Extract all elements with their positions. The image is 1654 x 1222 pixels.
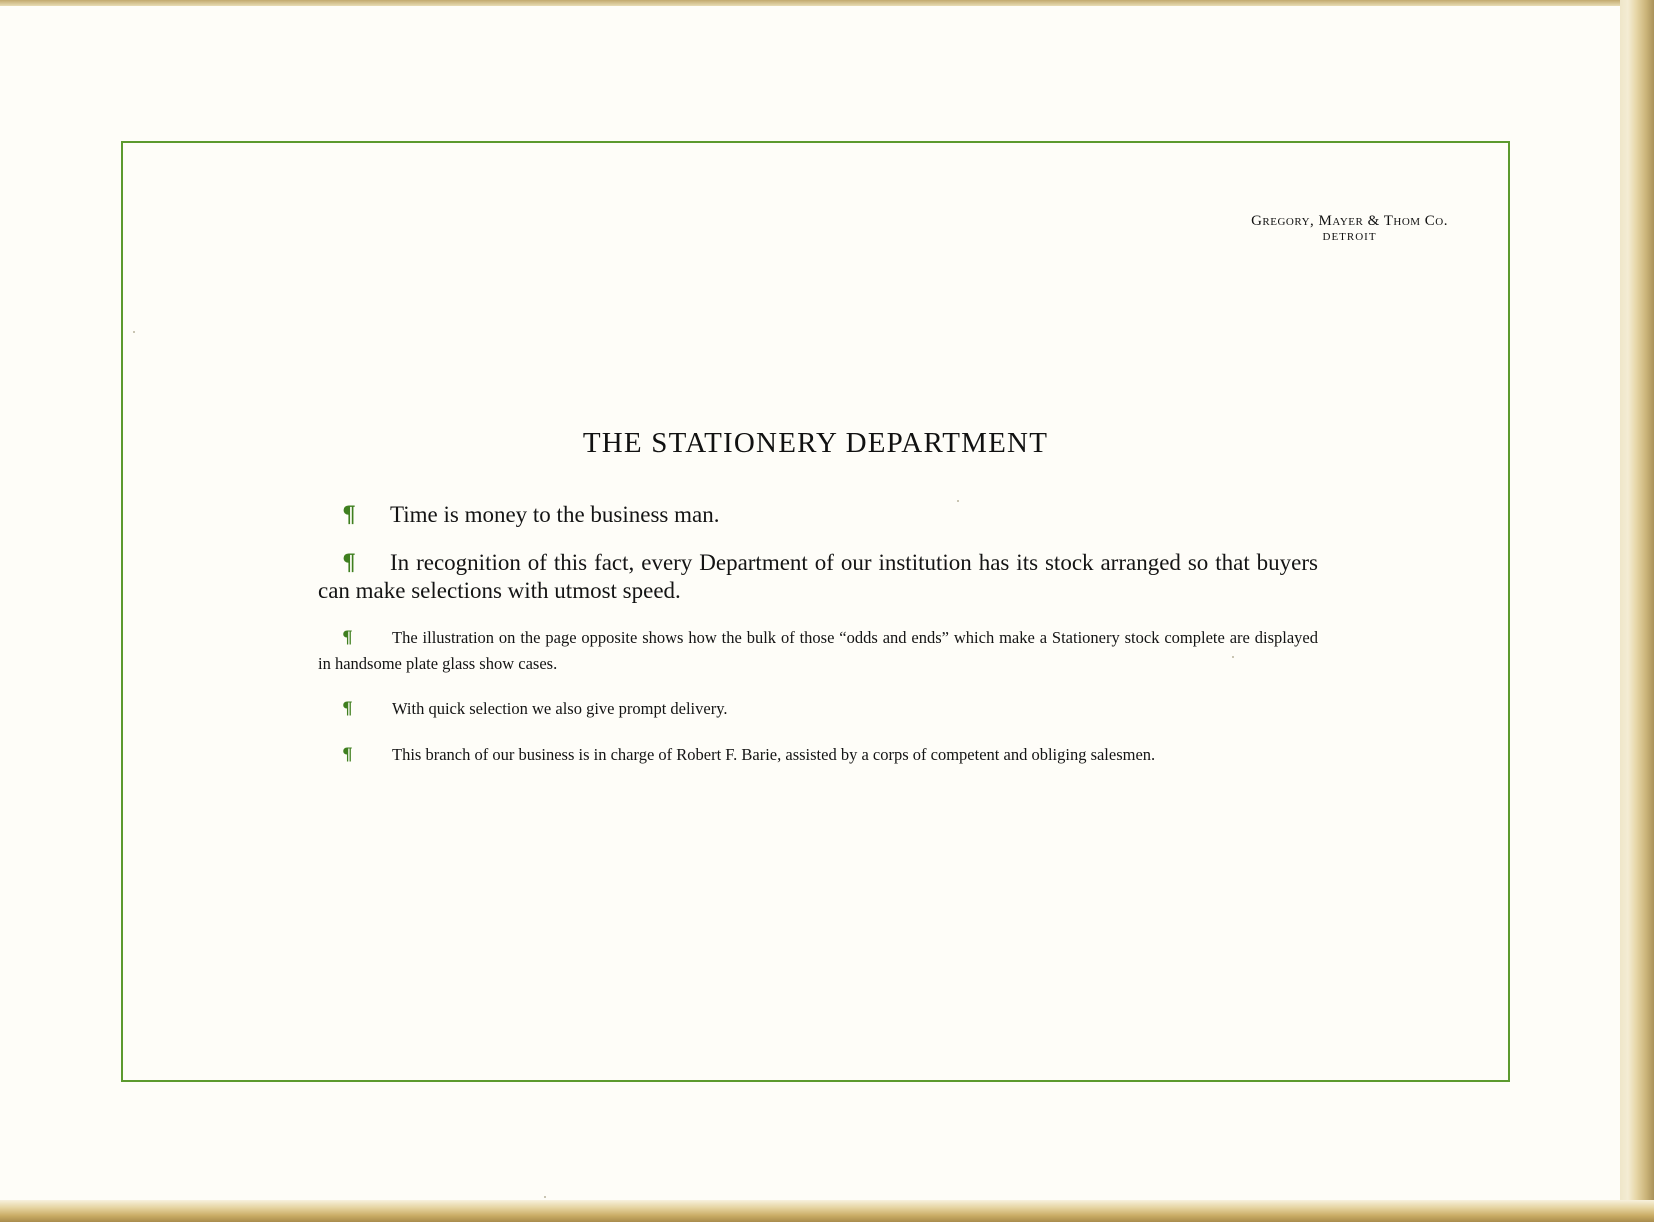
paper-speck	[133, 331, 135, 333]
paragraph	[318, 625, 1318, 676]
paper-sheet	[0, 6, 1620, 1206]
paragraph	[318, 742, 1318, 768]
paragraph-text: The illustration on the page opposite shows how the bulk of those “odds and ends” which make a Stationery stock complete are displayed in handsome plate glass show cases.	[318, 628, 1318, 673]
paper-speck	[957, 500, 959, 502]
paragraph-text: This branch of our business is in charge of Robert F. Barie, assisted by a corps of competent and obliging salesmen.	[392, 745, 1156, 764]
paragraph	[318, 696, 1318, 722]
company-name: Gregory, Mayer & Thom Co.	[1251, 213, 1448, 229]
paragraph	[318, 549, 1318, 605]
pilcrow-icon: ¶	[342, 699, 353, 719]
pilcrow-icon: ¶	[342, 628, 353, 648]
green-border-frame	[121, 141, 1510, 1082]
paragraph	[318, 501, 1318, 529]
pilcrow-icon: ¶	[342, 745, 353, 765]
paragraph-text: With quick selection we also give prompt delivery.	[392, 699, 728, 718]
page-title: THE STATIONERY DEPARTMENT	[582, 427, 1049, 459]
paragraph-text: In recognition of this fact, every Department of our institution has its stock arranged so that buyers can make selections with utmost speed.	[318, 550, 1318, 603]
page-right-edge	[1620, 0, 1654, 1222]
body-text	[318, 501, 1318, 788]
company-imprint	[1251, 213, 1448, 244]
paper-speck	[1232, 656, 1234, 658]
pilcrow-icon: ¶	[342, 550, 356, 576]
page-bottom-edge	[0, 1200, 1654, 1222]
paper-speck	[544, 1196, 546, 1198]
paragraph-text: Time is money to the business man.	[390, 502, 720, 527]
company-city: DETROIT	[1322, 231, 1377, 243]
pilcrow-icon: ¶	[342, 502, 356, 528]
